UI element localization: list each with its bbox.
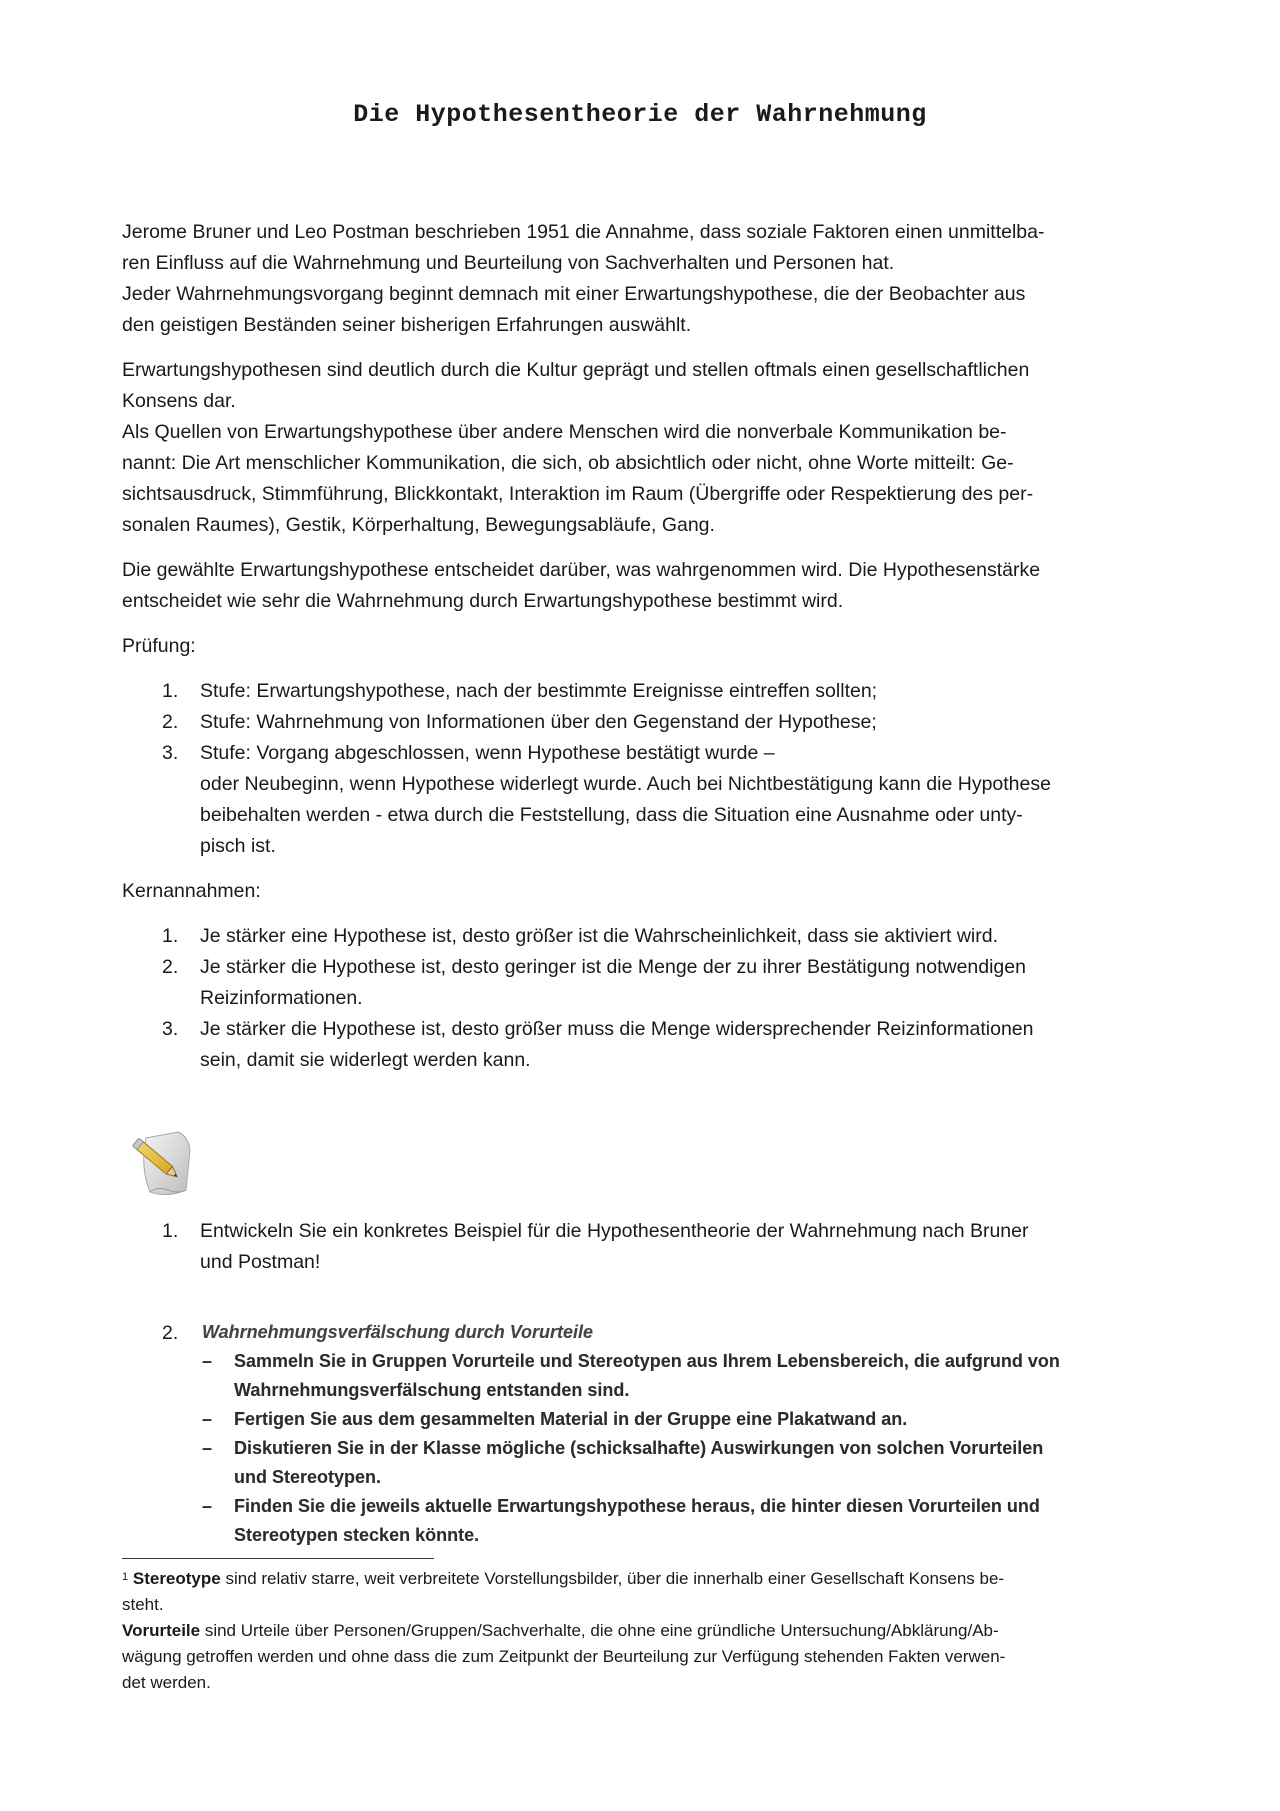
list-item bbox=[202, 1492, 1182, 1550]
text-line: steht. bbox=[122, 1595, 164, 1614]
text-line: Konsens dar. bbox=[122, 390, 236, 412]
text-line: Je stärker die Hypothese ist, desto größer muss die Menge widersprechender Reizinformationen bbox=[200, 1018, 1034, 1040]
text-line: Stereotypen stecken könnte. bbox=[234, 1525, 480, 1545]
list-number: 1. bbox=[162, 925, 179, 947]
text-line: wägung getroffen werden und ohne dass die zum Zeitpunkt der Beurteilung zur Verfügung stehenden Fakten verwen- bbox=[122, 1647, 1006, 1666]
footnote-stereotype bbox=[122, 1566, 1162, 1618]
list-item bbox=[122, 738, 1162, 862]
footnote-marker: 1 bbox=[122, 1571, 129, 1583]
footnote-term: Vorurteile bbox=[122, 1621, 201, 1640]
paragraph-culture bbox=[122, 355, 1162, 541]
paragraph-strength bbox=[122, 555, 1162, 617]
text-line: det werden. bbox=[122, 1673, 211, 1692]
task-bullets bbox=[202, 1347, 1182, 1550]
text-line: beibehalten werden - etwa durch die Feststellung, dass die Situation eine Ausnahme oder unty- bbox=[200, 804, 1023, 826]
footnote-separator bbox=[122, 1558, 434, 1559]
list-item bbox=[122, 1216, 1162, 1278]
list-item bbox=[122, 676, 1162, 707]
text-line: Erwartungshypothesen sind deutlich durch die Kultur geprägt und stellen oftmals einen gesellschaftlichen bbox=[122, 359, 1030, 381]
footnote-term: Stereotype bbox=[132, 1569, 221, 1588]
list-number: 3. bbox=[162, 1018, 179, 1040]
list-number: 3. bbox=[162, 742, 179, 764]
text-line: und Stereotypen. bbox=[234, 1467, 382, 1487]
pencil-paper-icon bbox=[128, 1128, 196, 1200]
pruefung-list bbox=[122, 676, 1162, 862]
list-item bbox=[122, 952, 1162, 1014]
dash-bullet-icon: – bbox=[202, 1438, 213, 1458]
text-line: Stufe: Wahrnehmung von Informationen über den Gegenstand der Hypothese; bbox=[200, 711, 877, 733]
page-title: Die Hypothesentheorie der Wahrnehmung bbox=[353, 100, 927, 129]
text-line: Entwickeln Sie ein konkretes Beispiel für die Hypothesentheorie der Wahrnehmung nach Bruner bbox=[200, 1220, 1029, 1242]
text-line: oder Neubeginn, wenn Hypothese widerlegt wurde. Auch bei Nichtbestätigung kann die Hypothese bbox=[200, 773, 1051, 795]
list-item bbox=[122, 707, 1162, 738]
kernannahmen-list bbox=[122, 921, 1162, 1076]
section-label-pruefung: Prüfung: bbox=[122, 635, 196, 657]
list-number: 2. bbox=[162, 956, 179, 978]
list-item bbox=[202, 1347, 1182, 1405]
text-line: Je stärker eine Hypothese ist, desto größer ist die Wahrscheinlichkeit, dass sie aktiviert wird. bbox=[200, 925, 999, 947]
task-heading: Wahrnehmungsverfälschung durch Vorurteile bbox=[202, 1322, 594, 1342]
text-line: Diskutieren Sie in der Klasse mögliche (schicksalhafte) Auswirkungen von solchen Vorurteilen bbox=[234, 1438, 1044, 1458]
text-line: sonalen Raumes), Gestik, Körperhaltung, Bewegungsabläufe, Gang. bbox=[122, 514, 715, 536]
list-number: 1. bbox=[162, 1220, 179, 1242]
footnote bbox=[122, 1566, 1162, 1696]
task-1 bbox=[122, 1216, 1162, 1278]
section-label-kernannahmen: Kernannahmen: bbox=[122, 880, 261, 902]
text-line: sind relativ starre, weit verbreitete Vorstellungsbilder, über die innerhalb einer Gesellschaft Konsens be- bbox=[220, 1569, 1005, 1588]
list-item bbox=[122, 1014, 1162, 1076]
text-line: sind Urteile über Personen/Gruppen/Sachverhalte, die ohne eine gründliche Untersuchung/Abklärung/Ab- bbox=[200, 1621, 999, 1640]
text-line: entscheidet wie sehr die Wahrnehmung durch Erwartungshypothese bestimmt wird. bbox=[122, 590, 844, 612]
list-number: 2. bbox=[162, 1322, 179, 1344]
list-item bbox=[202, 1434, 1182, 1492]
list-item bbox=[202, 1405, 1182, 1434]
text-line: Reizinformationen. bbox=[200, 987, 363, 1009]
text-line: Finden Sie die jeweils aktuelle Erwartungshypothese heraus, die hinter diesen Vorurteilen und bbox=[234, 1496, 1040, 1516]
text-line: Jeder Wahrnehmungsvorgang beginnt demnach mit einer Erwartungshypothese, die der Beobachter aus bbox=[122, 283, 1026, 305]
text-line: sichtsausdruck, Stimmführung, Blickkontakt, Interaktion im Raum (Übergriffe oder Respektierung des per- bbox=[122, 483, 1034, 505]
textbook-excerpt bbox=[202, 1318, 1182, 1550]
text-line: pisch ist. bbox=[200, 835, 276, 857]
text-line: nannt: Die Art menschlicher Kommunikation, die sich, ob absichtlich oder nicht, ohne Worte mitteilt: Ge- bbox=[122, 452, 1014, 474]
text-line: ren Einfluss auf die Wahrnehmung und Beurteilung von Sachverhalten und Personen hat. bbox=[122, 252, 895, 274]
text-line: Die gewählte Erwartungshypothese entscheidet darüber, was wahrgenommen wird. Die Hypothesenstärke bbox=[122, 559, 1041, 581]
paragraph-intro bbox=[122, 217, 1162, 341]
text-line: sein, damit sie widerlegt werden kann. bbox=[200, 1049, 531, 1071]
list-item bbox=[122, 921, 1162, 952]
text-line: Sammeln Sie in Gruppen Vorurteile und Stereotypen aus Ihrem Lebensbereich, die aufgrund von bbox=[234, 1351, 1060, 1371]
dash-bullet-icon: – bbox=[202, 1496, 213, 1516]
dash-bullet-icon: – bbox=[202, 1409, 213, 1429]
list-number: 1. bbox=[162, 680, 179, 702]
text-line: Jerome Bruner und Leo Postman beschrieben 1951 die Annahme, dass soziale Faktoren einen unmittelba- bbox=[122, 221, 1045, 243]
text-line: Wahrnehmungsverfälschung entstanden sind. bbox=[234, 1380, 630, 1400]
text-line: Stufe: Erwartungshypothese, nach der bestimmte Ereignisse eintreffen sollten; bbox=[200, 680, 878, 702]
text-line: den geistigen Beständen seiner bisherigen Erfahrungen auswählt. bbox=[122, 314, 692, 336]
dash-bullet-icon: – bbox=[202, 1351, 213, 1371]
text-line: Je stärker die Hypothese ist, desto geringer ist die Menge der zu ihrer Bestätigung notwendigen bbox=[200, 956, 1026, 978]
footnote-vorurteile bbox=[122, 1618, 1162, 1696]
list-number: 2. bbox=[162, 711, 179, 733]
text-line: und Postman! bbox=[200, 1251, 321, 1273]
text-line: Fertigen Sie aus dem gesammelten Material in der Gruppe eine Plakatwand an. bbox=[234, 1409, 908, 1429]
text-line: Stufe: Vorgang abgeschlossen, wenn Hypothese bestätigt wurde – bbox=[200, 742, 775, 764]
main-text bbox=[122, 217, 1162, 1090]
text-line: Als Quellen von Erwartungshypothese über andere Menschen wird die nonverbale Kommunikation be- bbox=[122, 421, 1007, 443]
